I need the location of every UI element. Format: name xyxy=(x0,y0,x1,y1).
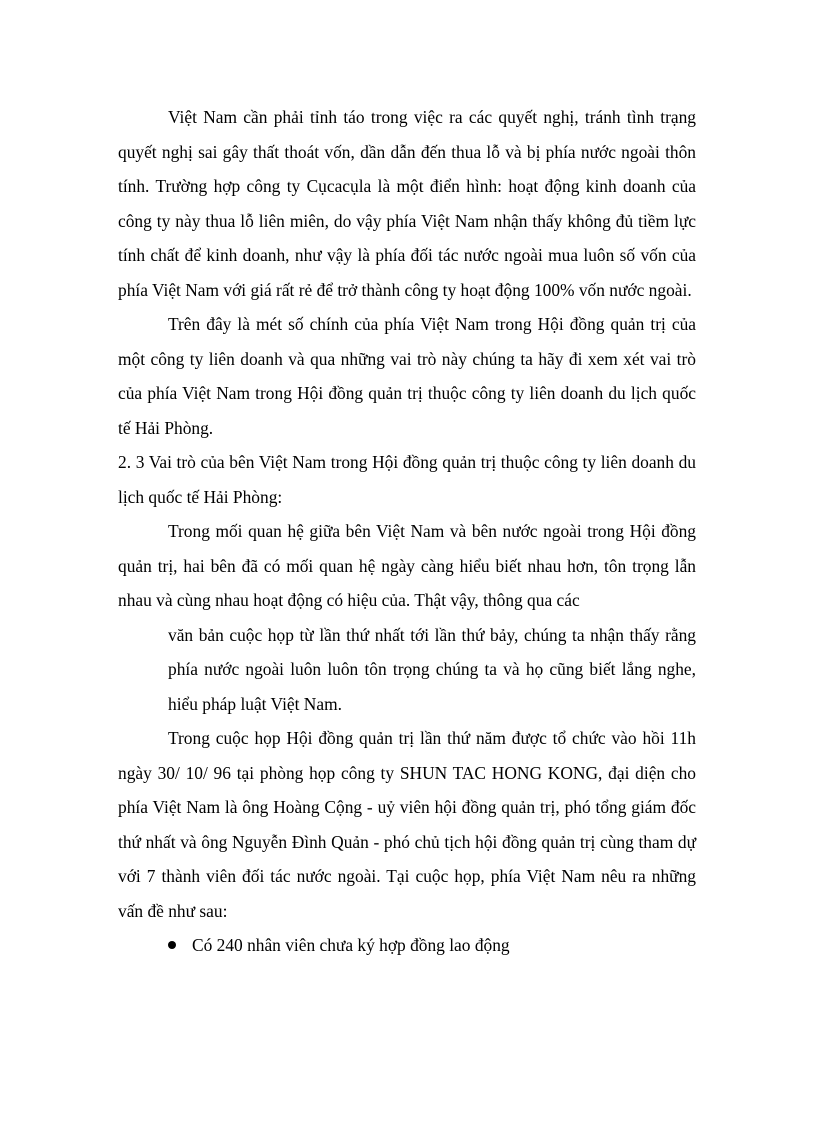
bullet-list xyxy=(118,928,696,963)
list-item xyxy=(168,928,696,963)
paragraph-1: Việt Nam cần phải tỉnh táo trong việc ra các quyết nghị, tránh tình trạng quyết nghị sai gây thất thoát vốn, dần dẫn đến thua lỗ và bị phía nước ngoài thôn tính. Trường hợp công ty Cụcacụla là một điển hình: hoạt động kinh doanh của công ty này thua lỗ liên miên, do vậy phía Việt Nam nhận thấy không đủ tiềm lực tính chất để kinh doanh, như vậy là phía đối tác nước ngoài mua luôn số vốn của phía Việt Nam với giá rất rẻ để trở thành công ty hoạt động 100% vốn nước ngoài. xyxy=(118,107,696,300)
paragraph-2: Trên đây là mét số chính của phía Việt Nam trong Hội đồng quản trị của một công ty liên doanh và qua những vai trò này chúng ta hãy đi xem xét vai trò của phía Việt Nam trong Hội đồng quản trị thuộc công ty liên doanh du lịch quốc tế Hải Phòng. xyxy=(118,314,696,438)
paragraph-5: Trong cuộc họp Hội đồng quản trị lần thứ năm được tổ chức vào hồi 11h ngày 30/ 10/ 96 tại phòng họp công ty SHUN TAC HONG KONG, đại diện cho phía Việt Nam là ông Hoàng Cộng - uỷ viên hội đồng quản trị, phó tổng giám đốc thứ nhất và ông Nguyễn Đình Quản - phó chủ tịch hội đồng quản trị cùng tham dự với 7 thành viên đối tác nước ngoài. Tại cuộc họp, phía Việt Nam nêu ra những vấn đề như sau: xyxy=(118,728,696,921)
paragraph-3: Trong mối quan hệ giữa bên Việt Nam và bên nước ngoài trong Hội đồng quản trị, hai bên đã có mối quan hệ ngày càng hiểu biết nhau hơn, tôn trọng lẫn nhau và cùng nhau hoạt động có hiệu của. Thật vậy, thông qua các xyxy=(118,521,696,610)
section-heading: 2. 3 Vai trò của bên Việt Nam trong Hội đồng quản trị thuộc công ty liên doanh du lịch quốc tế Hải Phòng: xyxy=(118,452,696,507)
list-item-text: Có 240 nhân viên chưa ký hợp đồng lao động xyxy=(192,935,510,955)
document-body xyxy=(118,100,696,963)
bullet-icon xyxy=(168,941,176,949)
paragraph-4: văn bản cuộc họp từ lần thứ nhất tới lần thứ bảy, chúng ta nhận thấy rằng phía nước ngoài luôn luôn tôn trọng chúng ta và họ cũng biết lắng nghe, hiểu pháp luật Việt Nam. xyxy=(168,624,696,714)
